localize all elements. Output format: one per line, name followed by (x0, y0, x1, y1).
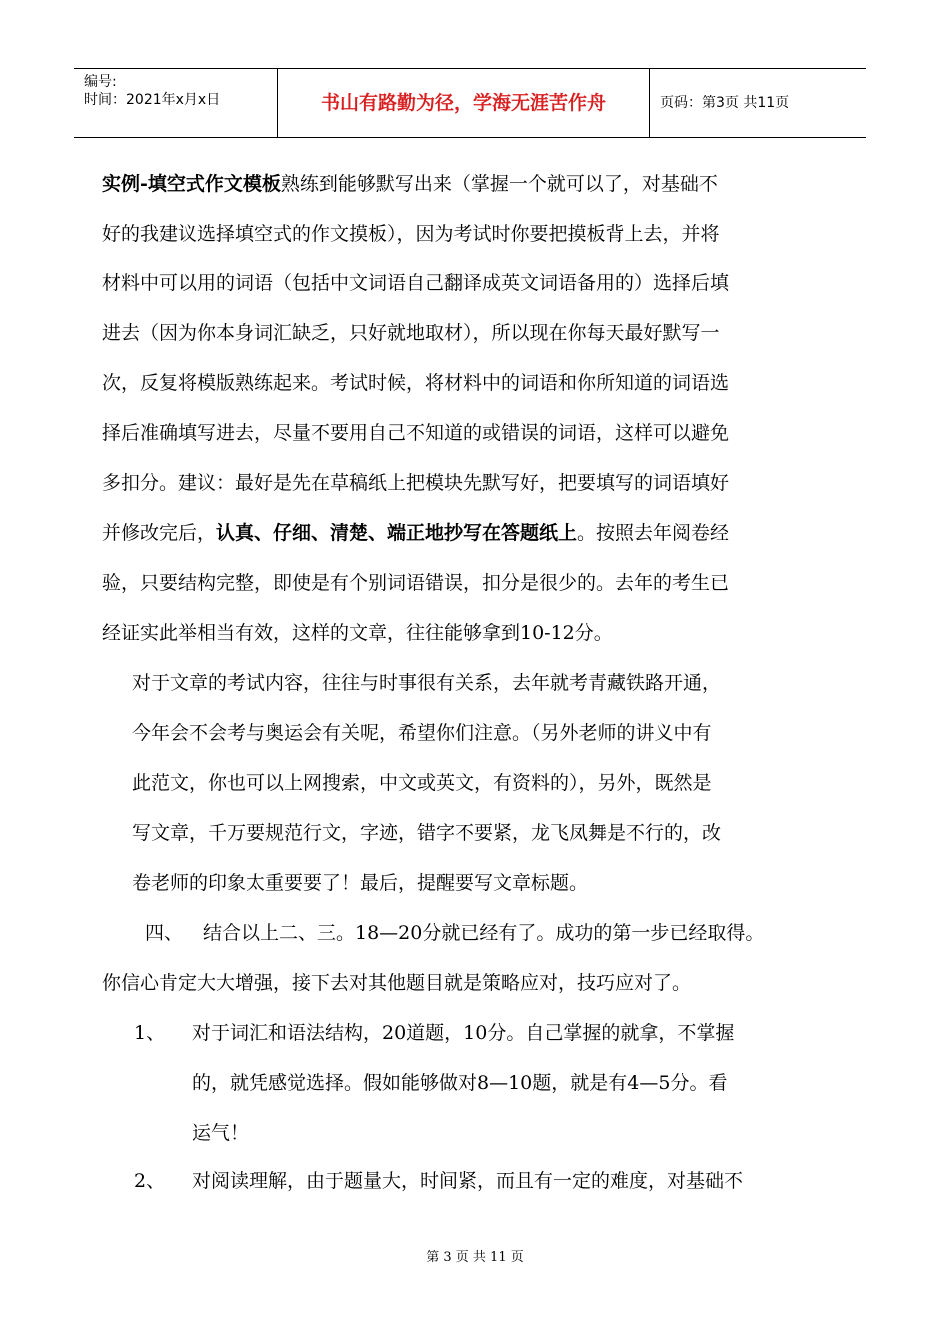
paragraph-1-line-1-text: 熟练到能够默写出来（掌握一个就可以了，对基础不 (280, 173, 718, 195)
page-header (74, 68, 866, 138)
emphasis-bold-text: 认真、仔细、清楚、端正地抄写在答题纸上 (216, 522, 578, 544)
paragraph-1-line-5: 次，反复将模版熟练起来。考试时候，将材料中的词语和你所知道的词语选 (102, 372, 730, 394)
header-page-cell (650, 69, 866, 137)
paragraph-1-line-10: 经证实此举相当有效，这样的文章，往往能够拿到10-12分。 (102, 622, 613, 644)
paragraph-1-line-3: 材料中可以用的词语（包括中文词语自己翻译成英文词语备用的）选择后填 (102, 272, 730, 294)
list-item-1-line-1: 对于词汇和语法结构，20道题，10分。自己掌握的就拿，不掌握 (192, 1022, 735, 1044)
template-title-bold: 实例-填空式作文模板 (102, 173, 281, 195)
header-info-cell (74, 69, 278, 137)
paragraph-1-line-1 (102, 171, 718, 197)
document-number-label: 编号: (84, 74, 117, 90)
header-motto: 书山有路勤为径，学海无涯苦作舟 (320, 92, 606, 114)
paragraph-1-line-2: 好的我建议选择填空式的作文摸板），因为考试时你要把摸板背上去，并将 (102, 223, 720, 245)
paragraph-1-line-8 (102, 520, 729, 546)
list-item-1-marker: 1、 (134, 1022, 166, 1044)
document-time-label: 时间：2021年x月x日 (84, 92, 221, 108)
list-item-2-line-1: 对阅读理解，由于题量大，时间紧，而且有一定的难度，对基础不 (192, 1170, 744, 1192)
paragraph-2-line-4: 写文章，千万要规范行文，字迹，错字不要紧，龙飞凤舞是不行的，改 (132, 822, 722, 844)
paragraph-1-line-6: 择后准确填写进去，尽量不要用自己不知道的或错误的词语，这样可以避免 (102, 422, 730, 444)
paragraph-2-line-2: 今年会不会考与奥运会有关呢，希望你们注意。（另外老师的讲义中有 (132, 722, 712, 744)
list-item-1-line-2: 的，就凭感觉选择。假如能够做对8—10题，就是有4—5分。看 (192, 1072, 728, 1094)
section-4-line-2: 你信心肯定大大增强，接下去对其他题目就是策略应对，技巧应对了。 (102, 972, 692, 994)
paragraph-1-line-8-pre: 并修改完后， (102, 522, 217, 544)
paragraph-1-line-7: 多扣分。建议：最好是先在草稿纸上把模块先默写好，把要填写的词语填好 (102, 472, 730, 494)
section-4-marker: 四、 (145, 922, 184, 944)
header-page-number: 页码：第3页 共11页 (660, 95, 790, 111)
paragraph-1-line-8-post: 。按照去年阅卷经 (577, 522, 730, 544)
header-motto-cell (278, 69, 650, 137)
paragraph-2-line-1: 对于文章的考试内容，往往与时事很有关系，去年就考青藏铁路开通， (132, 672, 722, 694)
paragraph-2-line-3: 此范文，你也可以上网搜索，中文或英文，有资料的），另外，既然是 (132, 772, 712, 794)
paragraph-1-line-9: 验，只要结构完整，即使是有个别词语错误，扣分是很少的。去年的考生已 (102, 572, 730, 594)
section-4-line-1: 结合以上二、三。18—20分就已经有了。成功的第一步已经取得。 (203, 922, 765, 944)
page-footer: 第 3 页 共 11 页 (426, 1250, 524, 1265)
list-item-1-line-3: 运气！ (192, 1122, 250, 1144)
paragraph-2-line-5: 卷老师的印象太重要要了！最后，提醒要写文章标题。 (132, 872, 589, 894)
paragraph-1-line-4: 进去（因为你本身词汇缺乏，只好就地取材），所以现在你每天最好默写一 (102, 322, 720, 344)
list-item-2-marker: 2、 (134, 1170, 166, 1192)
